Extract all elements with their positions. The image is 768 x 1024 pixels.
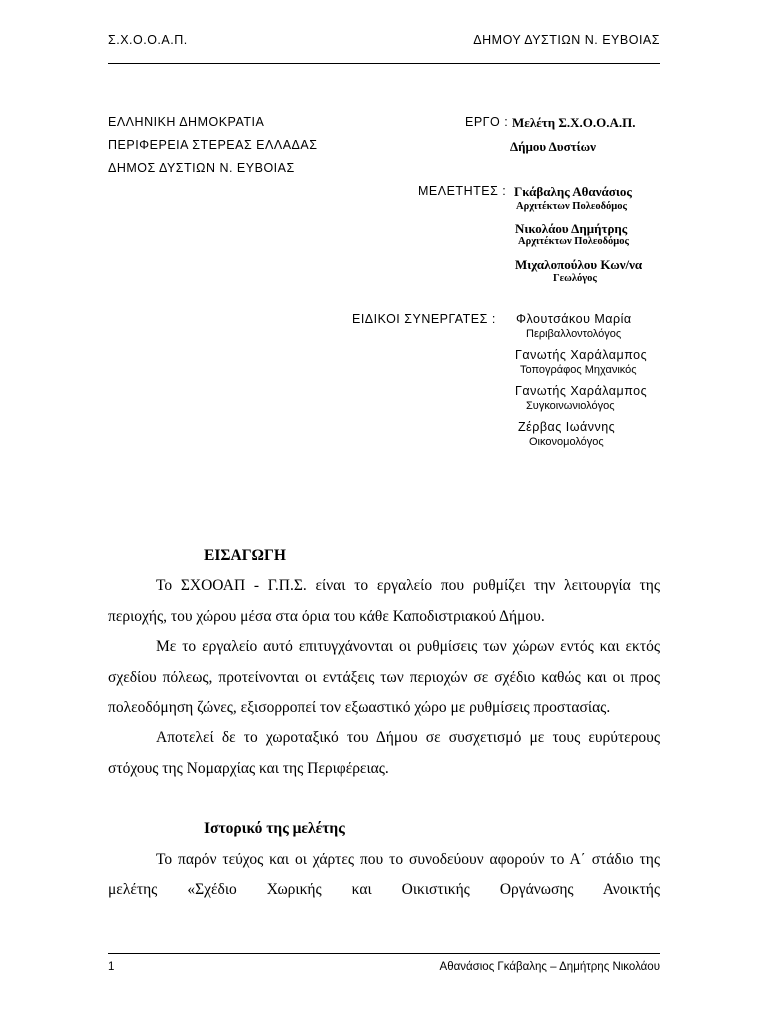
authority-line-3: ΔΗΜΟΣ ΔΥΣΤΙΩΝ Ν. ΕΥΒΟΙΑΣ	[108, 161, 295, 175]
project-title-line-2: Δήμου Δυστίων	[510, 139, 596, 154]
designers-label: ΜΕΛΕΤΗΤΕΣ :	[418, 184, 507, 198]
footer-authors: Αθανάσιος Γκάβαλης – Δημήτρης Νικολάου	[439, 961, 660, 973]
intro-paragraph-2: Με το εργαλείο αυτό επιτυγχάνονται οι ρυθμίσεις των χώρων εντός και εκτός σχεδίου πόλεως, προτείνονται οι εντάξεις των περιοχών σε σχέδιο καθώς και οι προς πολεοδόμηση ζώνες, εξισορροπεί τον εξωαστικό χώρο με ρυθμίσεις προστασίας.	[108, 638, 660, 717]
associate-name: Γανωτής Χαράλαμπος	[515, 384, 648, 398]
associate-role: Συγκοινωνιολόγος	[526, 400, 615, 412]
main-body	[108, 541, 660, 905]
associates-label: ΕΙΔΙΚΟΙ ΣΥΝΕΡΓΑΤΕΣ :	[352, 312, 496, 326]
page-number: 1	[108, 961, 115, 973]
designer-name: Μιχαλοπούλου Κων/να	[515, 257, 643, 272]
footer-rule	[108, 953, 660, 954]
history-paragraph-1: Το παρόν τεύχος και οι χάρτες που το συνοδεύουν αφορούν το Α΄ στάδιο της μελέτης «Σχέδιο Χωρικής και Οικιστικής Οργάνωσης Ανοικτής	[108, 850, 660, 899]
authority-line-1: ΕΛΛΗΝΙΚΗ ΔΗΜΟΚΡΑΤΙΑ	[108, 115, 265, 129]
associate-name: Ζέρβας Ιωάννης	[518, 420, 616, 434]
designer-role: Γεωλόγος	[553, 273, 597, 284]
intro-paragraph-3: Αποτελεί δε το χωροταξικό του Δήμου σε συσχετισμό με τους ευρύτερους στόχους της Νομαρχίας και της Περιφέρειας.	[108, 729, 660, 777]
section-spacer	[108, 784, 660, 814]
project-label: ΕΡΓΟ :	[465, 115, 509, 129]
associate-role: Τοπογράφος Μηχανικός	[520, 364, 637, 376]
designer-role: Αρχιτέκτων Πολεοδόμος	[516, 201, 627, 212]
history-heading: Ιστορικό της μελέτης	[204, 820, 345, 838]
intro-heading: ΕΙΣΑΓΩΓΗ	[204, 547, 286, 564]
header-rule	[108, 63, 660, 64]
associate-role: Περιβαλλοντολόγος	[526, 328, 622, 340]
authority-line-2: ΠΕΡΙΦΕΡΕΙΑ ΣΤΕΡΕΑΣ ΕΛΛΑΔΑΣ	[108, 138, 318, 152]
intro-paragraph-1: Το ΣΧΟΟΑΠ - Γ.Π.Σ. είναι το εργαλείο που ρυθμίζει την λειτουργία της περιοχής, του χώρου μέσα στα όρια του κάθε Καποδιστριακού Δήμου.	[108, 577, 660, 625]
header-left: Σ.Χ.Ο.Ο.Α.Π.	[108, 33, 188, 47]
designer-name: Γκάβαλης Αθανάσιος	[514, 184, 632, 199]
project-title-line-1: Μελέτη Σ.Χ.Ο.Ο.Α.Π.	[512, 115, 636, 130]
header-right: ΔΗΜΟΥ ΔΥΣΤΙΩΝ Ν. ΕΥΒΟΙΑΣ	[473, 33, 660, 47]
associate-name: Φλουτσάκου Μαρία	[516, 312, 632, 326]
designer-name: Νικολάου Δημήτρης	[515, 221, 628, 236]
associate-name: Γανωτής Χαράλαμπος	[515, 348, 648, 362]
designer-role: Αρχιτέκτων Πολεοδόμος	[518, 236, 629, 247]
associate-role: Οικονομολόγος	[529, 436, 604, 448]
